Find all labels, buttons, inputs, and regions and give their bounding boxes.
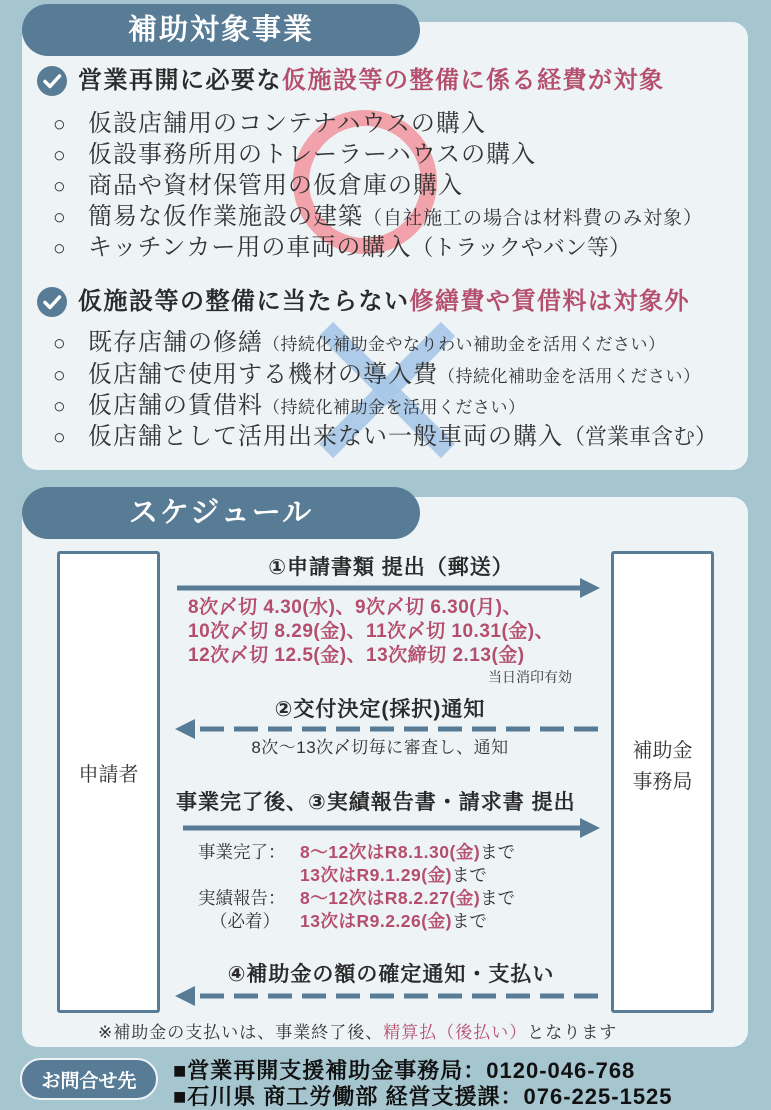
ineligible-item xyxy=(53,422,717,452)
row-suffix: まで xyxy=(451,911,487,931)
deadline-row xyxy=(198,887,515,910)
step4-label: ④補助金の額の確定通知・支払い xyxy=(227,963,555,986)
footnote-prefix: ※補助金の支払いは、事業終了後、 xyxy=(98,1023,384,1042)
ineligible-heading-text: 仮施設等の整備に当たらない xyxy=(78,288,410,315)
deadline-row xyxy=(198,910,515,933)
eligible-item-text: 仮設店舗用のコンテナハウスの購入 xyxy=(88,110,486,137)
ineligible-item-note: （持続化補助金を活用ください） xyxy=(438,367,701,386)
row-value: 13次はR9.2.26(金) xyxy=(300,911,452,931)
ineligible-item-text: 仮店舗の賃借料 xyxy=(88,392,263,419)
row-suffix: まで xyxy=(451,865,487,885)
step3-deadline-rows xyxy=(198,841,515,933)
eligible-item-text: キッチンカー用の車両の購入 xyxy=(88,234,412,261)
contact-line-office: ■営業再開支援補助金事務局：0120-046-768 xyxy=(173,1058,636,1083)
eligible-item-text: 簡易な仮作業施設の建築 xyxy=(88,203,363,230)
subsidy-section-title: 補助対象事業 xyxy=(127,13,314,46)
step2-note: 8次～13次〆切毎に審査し、通知 xyxy=(251,738,509,757)
step1-deadlines xyxy=(188,596,554,668)
schedule-section-tab xyxy=(22,487,420,539)
bullet-circle: ○ xyxy=(53,237,66,260)
eligible-item xyxy=(53,202,703,232)
step3-label: 事業完了後、③実績報告書・請求書 提出 xyxy=(176,791,576,814)
bullet-circle: ○ xyxy=(53,144,66,167)
eligible-item-note: （トラックやバン等） xyxy=(411,235,631,260)
contact-line-prefecture: ■石川県 商工労働部 経営支援課：076-225-1525 xyxy=(173,1084,673,1109)
deadline-row xyxy=(198,864,515,887)
bullet-circle: ○ xyxy=(53,426,66,449)
ineligible-heading xyxy=(37,287,690,317)
deadline-line: 8次〆切 4.30(水)、9次〆切 6.30(月)、 xyxy=(188,597,522,618)
row-label: 実績報告： xyxy=(198,888,286,908)
ineligible-item-text: 仮店舗として活用出来ない一般車両の購入 xyxy=(88,423,563,450)
bullet-circle: ○ xyxy=(53,395,66,418)
ineligible-item xyxy=(53,328,666,358)
applicant-label: 申請者 xyxy=(78,763,139,786)
deadline-line: 12次〆切 12.5(金)、13次締切 2.13(金) xyxy=(188,645,525,666)
deadline-row xyxy=(198,841,515,864)
ineligible-heading-highlight: 修繕費や賃借料は対象外 xyxy=(409,288,690,315)
deadline-line: 10次〆切 8.29(金)、11次〆切 10.31(金)、 xyxy=(188,621,555,642)
eligible-heading xyxy=(37,66,665,96)
eligible-item xyxy=(53,140,536,170)
ineligible-item xyxy=(53,360,701,390)
step2-label: ②交付決定(採択)通知 xyxy=(274,698,486,721)
subsidy-section-tab xyxy=(22,4,420,56)
row-suffix: まで xyxy=(480,888,516,908)
postmark-note: 当日消印有効 xyxy=(488,669,572,685)
office-label-line1: 補助金 xyxy=(632,740,693,762)
bullet-circle: ○ xyxy=(53,175,66,198)
eligible-item xyxy=(53,233,631,263)
row-value: 8～12次はR8.1.30(金) xyxy=(300,842,481,862)
eligible-item xyxy=(53,109,486,139)
dashed-arrow-left-icon xyxy=(173,985,603,1007)
row-value: 13次はR9.1.29(金) xyxy=(300,865,452,885)
row-label: （必着） xyxy=(210,911,280,931)
eligible-item-note: （自社施工の場合は材料費のみ対象） xyxy=(363,208,704,229)
ineligible-item-note: （持続化補助金を活用ください） xyxy=(263,398,526,417)
eligible-heading-text: 営業再開に必要な xyxy=(78,67,282,94)
contact-badge: お問合せ先 xyxy=(20,1058,158,1100)
ineligible-item xyxy=(53,391,526,421)
row-label: 事業完了： xyxy=(198,842,286,862)
row-suffix: まで xyxy=(480,842,516,862)
ineligible-item-text: 仮店舗で使用する機材の導入費 xyxy=(88,361,438,388)
arrow-right-icon xyxy=(173,817,603,839)
bullet-circle: ○ xyxy=(53,113,66,136)
subsidy-office-box xyxy=(611,551,714,1013)
payment-footnote xyxy=(98,1021,617,1045)
footnote-highlight: 精算払（後払い） xyxy=(383,1023,528,1042)
check-circle-icon xyxy=(37,287,67,317)
bullet-circle: ○ xyxy=(53,206,66,229)
ineligible-item-text: 既存店舗の修繕 xyxy=(88,329,263,356)
schedule-section-title: スケジュール xyxy=(128,496,314,529)
eligible-item-text: 商品や資材保管用の仮倉庫の購入 xyxy=(88,172,463,199)
eligible-item xyxy=(53,171,463,201)
footnote-suffix: となります xyxy=(527,1023,618,1042)
check-circle-icon xyxy=(37,66,67,96)
row-value: 8～12次はR8.2.27(金) xyxy=(300,888,481,908)
applicant-box xyxy=(57,551,160,1013)
ineligible-item-note: （持続化補助金やなりわい補助金を活用ください） xyxy=(263,335,666,354)
office-label-line2: 事務局 xyxy=(632,771,693,793)
eligible-heading-highlight: 仮施設等の整備に係る経費が対象 xyxy=(282,67,665,94)
ineligible-item-note: （営業車含む） xyxy=(563,424,718,449)
step1-label: ①申請書類 提出（郵送） xyxy=(268,556,514,579)
eligible-item-text: 仮設事務所用のトレーラーハウスの購入 xyxy=(88,141,537,168)
bullet-circle: ○ xyxy=(53,364,66,387)
bullet-circle: ○ xyxy=(53,332,66,355)
